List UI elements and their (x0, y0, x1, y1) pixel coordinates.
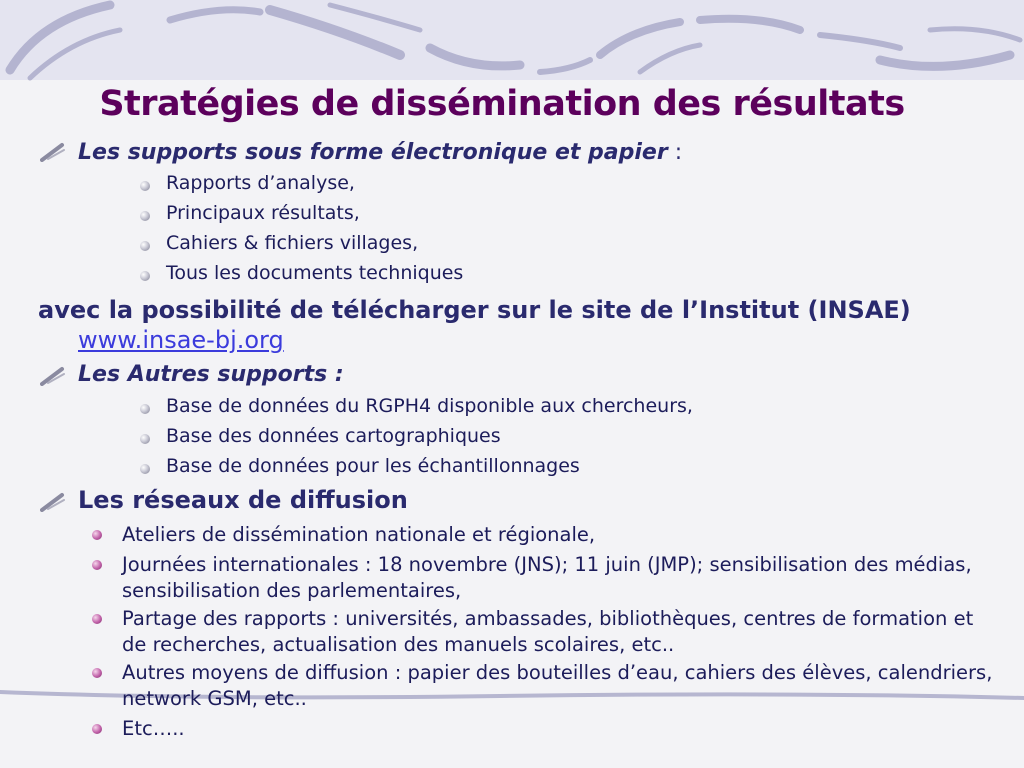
sphere-bullet-icon (140, 181, 150, 191)
list-item: Tous les documents techniques (166, 262, 464, 284)
sphere-bullet-icon (92, 614, 102, 624)
sphere-bullet-icon (92, 668, 102, 678)
slide-title: Stratégies de dissémination des résultats (99, 84, 905, 124)
sphere-bullet-icon (140, 271, 150, 281)
quill-bullet-icon (40, 142, 66, 162)
list-item: Base des données cartographiques (166, 425, 501, 447)
sphere-bullet-icon (140, 404, 150, 414)
sphere-bullet-icon (140, 434, 150, 444)
sphere-bullet-icon (92, 530, 102, 540)
section-colon: : (667, 140, 683, 165)
sphere-bullet-icon (140, 241, 150, 251)
list-item: Partage des rapports : universités, ambassades, bibliothèques, centres de formation et de recherches, actualisation des manuels scolaires, etc.. (122, 607, 974, 656)
sphere-bullet-icon (140, 464, 150, 474)
section-networks-heading: Les réseaux de diffusion (78, 486, 408, 514)
website-link[interactable]: www.insae-bj.org (78, 326, 284, 354)
section-electronic-paper-label: Les supports sous forme électronique et papier (78, 140, 668, 165)
section-other-supports-heading: Les Autres supports : (78, 362, 344, 387)
list-item: Journées internationales : 18 novembre (JNS); 11 juin (JMP); sensibilisation des médias, sensibilisation des parlementaires, (122, 553, 972, 602)
list-item: Autres moyens de diffusion : papier des bouteilles d’eau, cahiers des élèves, calendriers, network GSM, etc.. (122, 661, 993, 710)
sphere-bullet-icon (92, 724, 102, 734)
list-item: Cahiers & fichiers villages, (166, 232, 419, 254)
list-item: Rapports d’analyse, (166, 172, 355, 194)
header-banner (0, 0, 1024, 92)
section-electronic-paper-heading (78, 140, 682, 165)
list-item: Ateliers de dissémination nationale et régionale, (122, 523, 596, 546)
list-item: Principaux résultats, (166, 202, 360, 224)
download-note: avec la possibilité de télécharger sur le site de l’Institut (INSAE) (38, 296, 911, 324)
quill-bullet-icon (40, 366, 66, 386)
sphere-bullet-icon (140, 211, 150, 221)
list-item: Base de données pour les échantillonnages (166, 455, 580, 477)
list-item: Etc….. (122, 717, 185, 740)
list-item: Base de données du RGPH4 disponible aux chercheurs, (166, 395, 693, 417)
sphere-bullet-icon (92, 560, 102, 570)
quill-bullet-icon (40, 492, 66, 512)
